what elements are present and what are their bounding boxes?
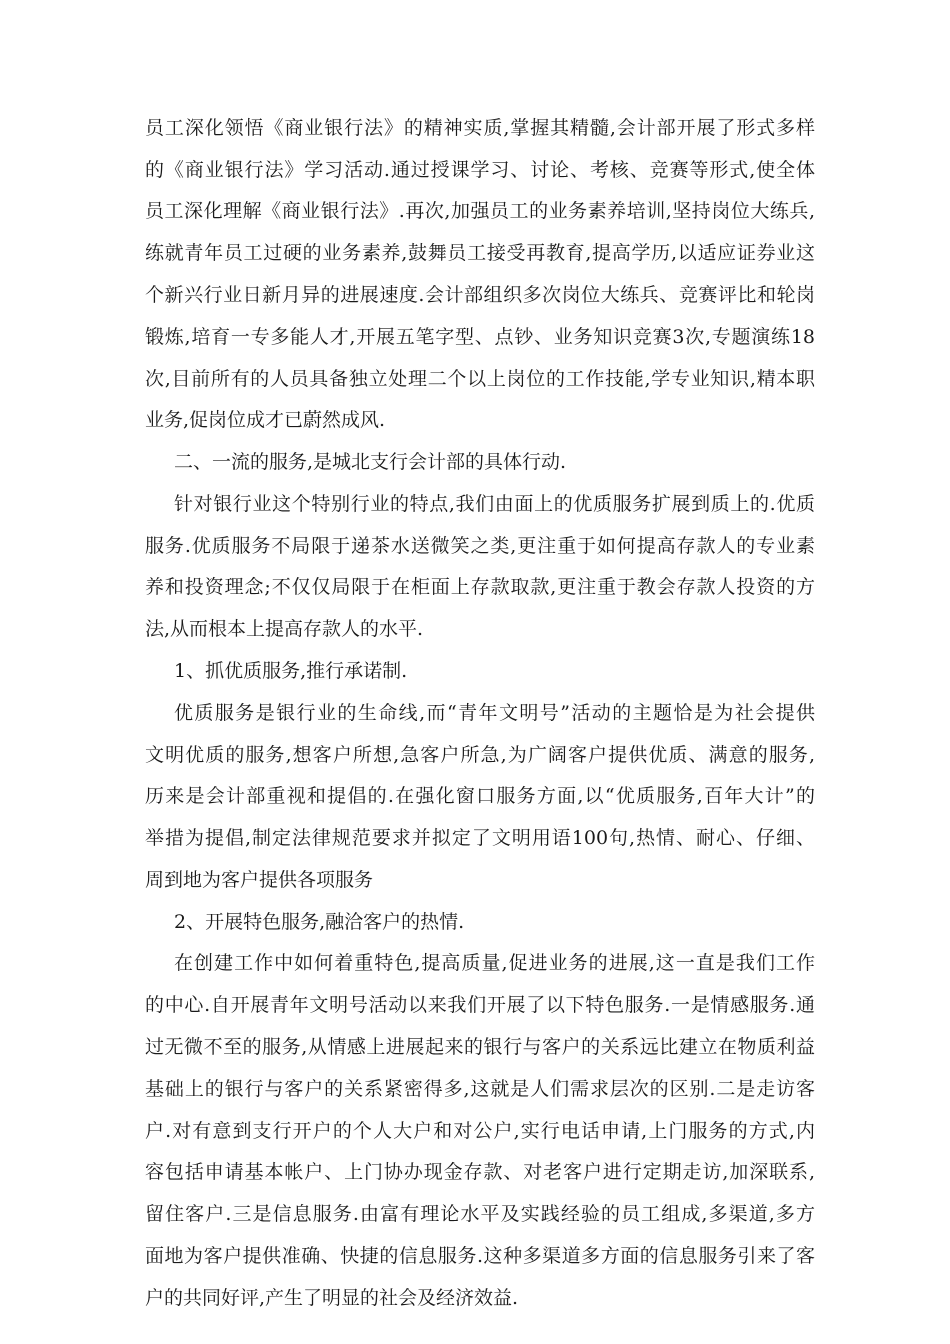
text-line: 举措为提倡,制定法律规范要求并拟定了文明用语100句,热情、耐心、仔细、: [145, 827, 815, 849]
subsection-heading: 2、开展特色服务,融洽客户的热情.: [174, 911, 465, 933]
text-line: 员工深化领悟《商业银行法》的精神实质,掌握其精髓,会计部开展了形式多样: [145, 117, 815, 139]
text-line: 周到地为客户提供各项服务: [145, 869, 374, 891]
text-line: 次,目前所有的人员具备独立处理二个以上岗位的工作技能,学专业知识,精本职: [145, 368, 815, 390]
text-line: 容包括申请基本帐户、上门协办现金存款、对老客户进行定期走访,加深联系,: [145, 1161, 815, 1183]
text-line: 针对银行业这个特别行业的特点,我们由面上的优质服务扩展到质上的.优质: [174, 493, 815, 515]
text-line: 法,从而根本上提高存款人的水平.: [145, 618, 424, 640]
text-line: 户.对有意到支行开户的个人大户和对公户,实行电话申请,上门服务的方式,内: [145, 1120, 815, 1142]
text-line: 历来是会计部重视和提倡的.在强化窗口服务方面,以“优质服务,百年大计”的: [145, 785, 815, 807]
text-line: 业务,促岗位成才已蔚然成风.: [145, 409, 386, 431]
text-line: 优质服务是银行业的生命线,而“青年文明号”活动的主题恰是为社会提供: [174, 702, 815, 724]
text-line: 服务.优质服务不局限于递茶水送微笑之类,更注重于如何提高存款人的专业素: [145, 535, 815, 557]
text-line: 文明优质的服务,想客户所想,急客户所急,为广阔客户提供优质、满意的服务,: [145, 744, 815, 766]
text-line: 个新兴行业日新月异的进展速度.会计部组织多次岗位大练兵、竞赛评比和轮岗: [145, 284, 815, 306]
section-heading: 二、一流的服务,是城北支行会计部的具体行动.: [174, 451, 567, 473]
text-line: 户的共同好评,产生了明显的社会及经济效益.: [145, 1287, 519, 1309]
text-line: 养和投资理念;不仅仅局限于在柜面上存款取款,更注重于教会存款人投资的方: [145, 576, 815, 598]
text-line: 过无微不至的服务,从情感上进展起来的银行与客户的关系远比建立在物质利益: [145, 1036, 815, 1058]
text-line: 基础上的银行与客户的关系紧密得多,这就是人们需求层次的区别.二是走访客: [145, 1078, 815, 1100]
subsection-heading: 1、抓优质服务,推行承诺制.: [174, 660, 408, 682]
text-line: 锻炼,培育一专多能人才,开展五笔字型、点钞、业务知识竞赛3次,专题演练18: [145, 326, 815, 348]
text-line: 留住客户.三是信息服务.由富有理论水平及实践经验的员工组成,多渠道,多方: [145, 1203, 815, 1225]
text-line: 练就青年员工过硬的业务素养,鼓舞员工接受再教育,提高学历,以适应证券业这: [145, 242, 815, 264]
text-line: 员工深化理解《商业银行法》.再次,加强员工的业务素养培训,坚持岗位大练兵,: [145, 200, 815, 222]
text-line: 的中心.自开展青年文明号活动以来我们开展了以下特色服务.一是情感服务.通: [145, 994, 815, 1016]
text-line: 在创建工作中如何着重特色,提高质量,促进业务的进展,这一直是我们工作: [174, 952, 815, 974]
text-line: 面地为客户提供准确、快捷的信息服务.这种多渠道多方面的信息服务引来了客: [145, 1245, 815, 1267]
text-line: 的《商业银行法》学习活动.通过授课学习、讨论、考核、竞赛等形式,使全体: [145, 159, 815, 181]
